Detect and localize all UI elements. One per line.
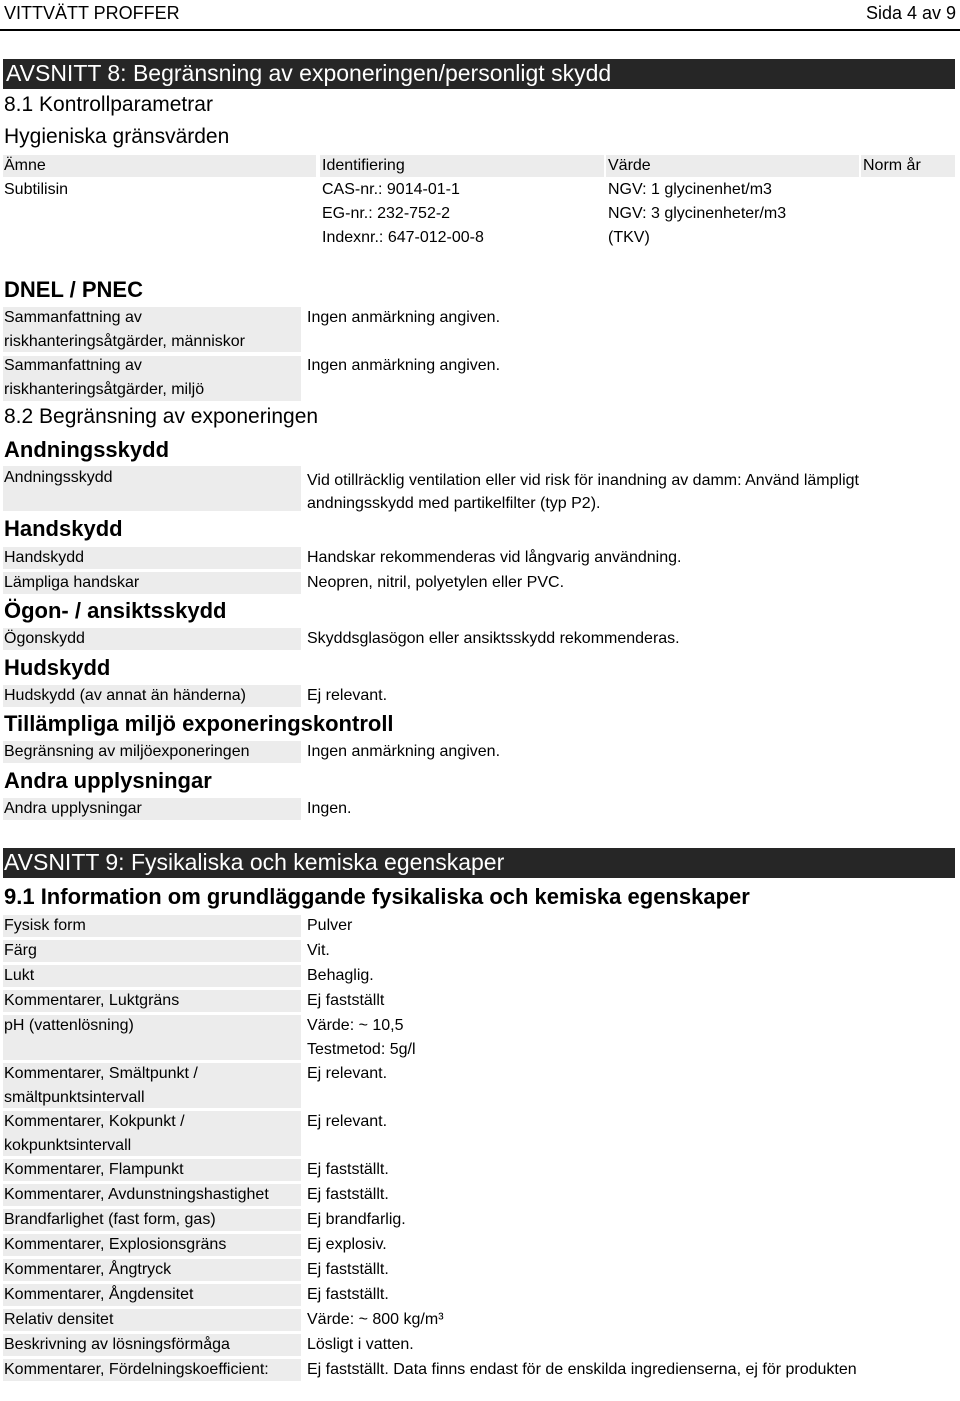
- hand-protection-title: Handskydd: [4, 516, 123, 541]
- property-value: Ej relevant.: [307, 1113, 388, 1130]
- label-cell: [3, 940, 301, 962]
- section-9-title: AVSNITT 9: Fysikaliska och kemiska egenskaper: [4, 849, 505, 875]
- property-label: Kommentarer, Avdunstningshastighet: [4, 1186, 269, 1203]
- dnel-value: Ingen anmärkning angiven.: [307, 357, 501, 374]
- eye-protection-label: Ögonskydd: [4, 630, 85, 647]
- substance-value: NGV: 1 glycinenhet/m3: [608, 181, 772, 198]
- other-info-title: Andra upplysningar: [4, 768, 212, 793]
- property-value: Ej fastställt. Data finns endast för de enskilda ingredienserna, ej för produkten: [307, 1361, 857, 1378]
- substance-id: EG-nr.: 232-752-2: [322, 205, 451, 222]
- property-value: Ej explosiv.: [307, 1236, 387, 1253]
- property-value: Ej fastställt.: [307, 1286, 389, 1303]
- property-label: Kommentarer, Explosionsgräns: [4, 1236, 227, 1253]
- property-label: Fysisk form: [4, 917, 86, 934]
- respiratory-value: Vid otillräcklig ventilation eller vid risk för inandning av damm: Använd lämpligt andningsskydd med partikelfilter (typ P2).: [307, 472, 859, 512]
- eye-protection-title: Ögon- / ansiktsskydd: [4, 598, 227, 623]
- header-value: Värde: [608, 157, 651, 174]
- property-label: Kommentarer, Ångdensitet: [4, 1286, 194, 1303]
- property-label: kokpunktsintervall: [4, 1137, 132, 1154]
- property-value: Värde: ~ 800 kg/m³: [307, 1311, 444, 1328]
- skin-protection-value: Ej relevant.: [307, 687, 388, 704]
- property-value: Vit.: [307, 942, 330, 959]
- property-label: pH (vattenlösning): [4, 1017, 134, 1034]
- substance-name: Subtilisin: [4, 181, 69, 198]
- property-label: Lukt: [4, 967, 35, 984]
- property-label: Kommentarer, Flampunkt: [4, 1161, 184, 1178]
- subsection-8-2-title: 8.2 Begränsning av exponeringen: [4, 405, 319, 428]
- hand-protection-label: Handskydd: [4, 549, 85, 566]
- section-9-title-bar: [3, 848, 955, 878]
- property-value: Pulver: [307, 917, 353, 934]
- substance-id: CAS-nr.: 9014-01-1: [322, 181, 460, 198]
- eye-protection-value: Skyddsglasögon eller ansiktsskydd rekommenderas.: [307, 630, 680, 647]
- property-value: Ej fastställt.: [307, 1186, 389, 1203]
- hygiene-limits-title: Hygieniska gränsvärden: [4, 125, 230, 148]
- skin-protection-title: Hudskydd: [4, 655, 111, 680]
- property-label: Kommentarer, Fördelningskoefficient:: [4, 1361, 269, 1378]
- gloves-label: Lämpliga handskar: [4, 574, 140, 591]
- hand-protection-value: Handskar rekommenderas vid långvarig användning.: [307, 549, 682, 566]
- property-label: Kommentarer, Luktgräns: [4, 992, 180, 1009]
- property-value: Ej relevant.: [307, 1065, 388, 1082]
- property-label: Kommentarer, Kokpunkt /: [4, 1113, 185, 1130]
- substance-value: NGV: 3 glycinenheter/m3: [608, 205, 787, 222]
- dnel-label: riskhanteringsåtgärder, miljö: [4, 381, 205, 398]
- respiratory-title: Andningsskydd: [4, 437, 170, 462]
- subsection-9-1-title: 9.1 Information om grundläggande fysikaliska och kemiska egenskaper: [4, 884, 750, 909]
- label-cell: [3, 965, 301, 987]
- skin-protection-label: Hudskydd (av annat än händerna): [4, 687, 246, 704]
- property-value: Ej fastställt.: [307, 1161, 389, 1178]
- environmental-control-title: Tillämpliga miljö exponeringskontroll: [4, 711, 394, 736]
- property-label: Relativ densitet: [4, 1311, 114, 1328]
- property-value: Ej brandfarlig.: [307, 1211, 406, 1228]
- header-substance: Ämne: [4, 157, 46, 174]
- property-label: Kommentarer, Smältpunkt /: [4, 1065, 198, 1082]
- subsection-8-1-title: 8.1 Kontrollparametrar: [4, 93, 213, 116]
- substance-id: Indexnr.: 647-012-00-8: [322, 229, 484, 246]
- other-info-label: Andra upplysningar: [4, 800, 142, 817]
- property-value: Värde: ~ 10,5: [307, 1017, 404, 1034]
- respiratory-label: Andningsskydd: [4, 469, 113, 486]
- property-label: Beskrivning av lösningsförmåga: [4, 1336, 230, 1353]
- section-8-title-bar: [3, 59, 955, 89]
- dnel-label: riskhanteringsåtgärder, människor: [4, 333, 246, 350]
- property-value: Ej fastställt: [307, 992, 385, 1009]
- substance-value: (TKV): [608, 229, 650, 246]
- property-value: Ej fastställt.: [307, 1261, 389, 1278]
- other-info-value: Ingen.: [307, 800, 352, 817]
- dnel-label: Sammanfattning av: [4, 309, 142, 326]
- property-label: Kommentarer, Ångtryck: [4, 1261, 172, 1278]
- property-value: Testmetod: 5g/l: [307, 1041, 416, 1058]
- environmental-control-value: Ingen anmärkning angiven.: [307, 743, 501, 760]
- section-8-title: AVSNITT 8: Begränsning av exponeringen/personligt skydd: [6, 60, 612, 86]
- property-value: Behaglig.: [307, 967, 374, 984]
- environmental-control-label: Begränsning av miljöexponeringen: [4, 743, 250, 760]
- property-value: Lösligt i vatten.: [307, 1336, 414, 1353]
- dnel-label: Sammanfattning av: [4, 357, 142, 374]
- header-norm-year: Norm år: [863, 157, 921, 174]
- company-name: VITTVÄTT PROFFER: [4, 3, 180, 23]
- property-label: Brandfarlighet (fast form, gas): [4, 1211, 216, 1228]
- header-identification: Identifiering: [322, 157, 405, 174]
- dnel-value: Ingen anmärkning angiven.: [307, 309, 501, 326]
- page-number: Sida 4 av 9: [865, 3, 956, 23]
- gloves-value: Neopren, nitril, polyetylen eller PVC.: [307, 574, 565, 591]
- header-divider: [0, 29, 960, 31]
- property-label: Färg: [4, 942, 37, 959]
- table-header-cell: [3, 155, 316, 177]
- dnel-title: DNEL / PNEC: [4, 277, 143, 302]
- property-label: smältpunktsintervall: [4, 1089, 145, 1106]
